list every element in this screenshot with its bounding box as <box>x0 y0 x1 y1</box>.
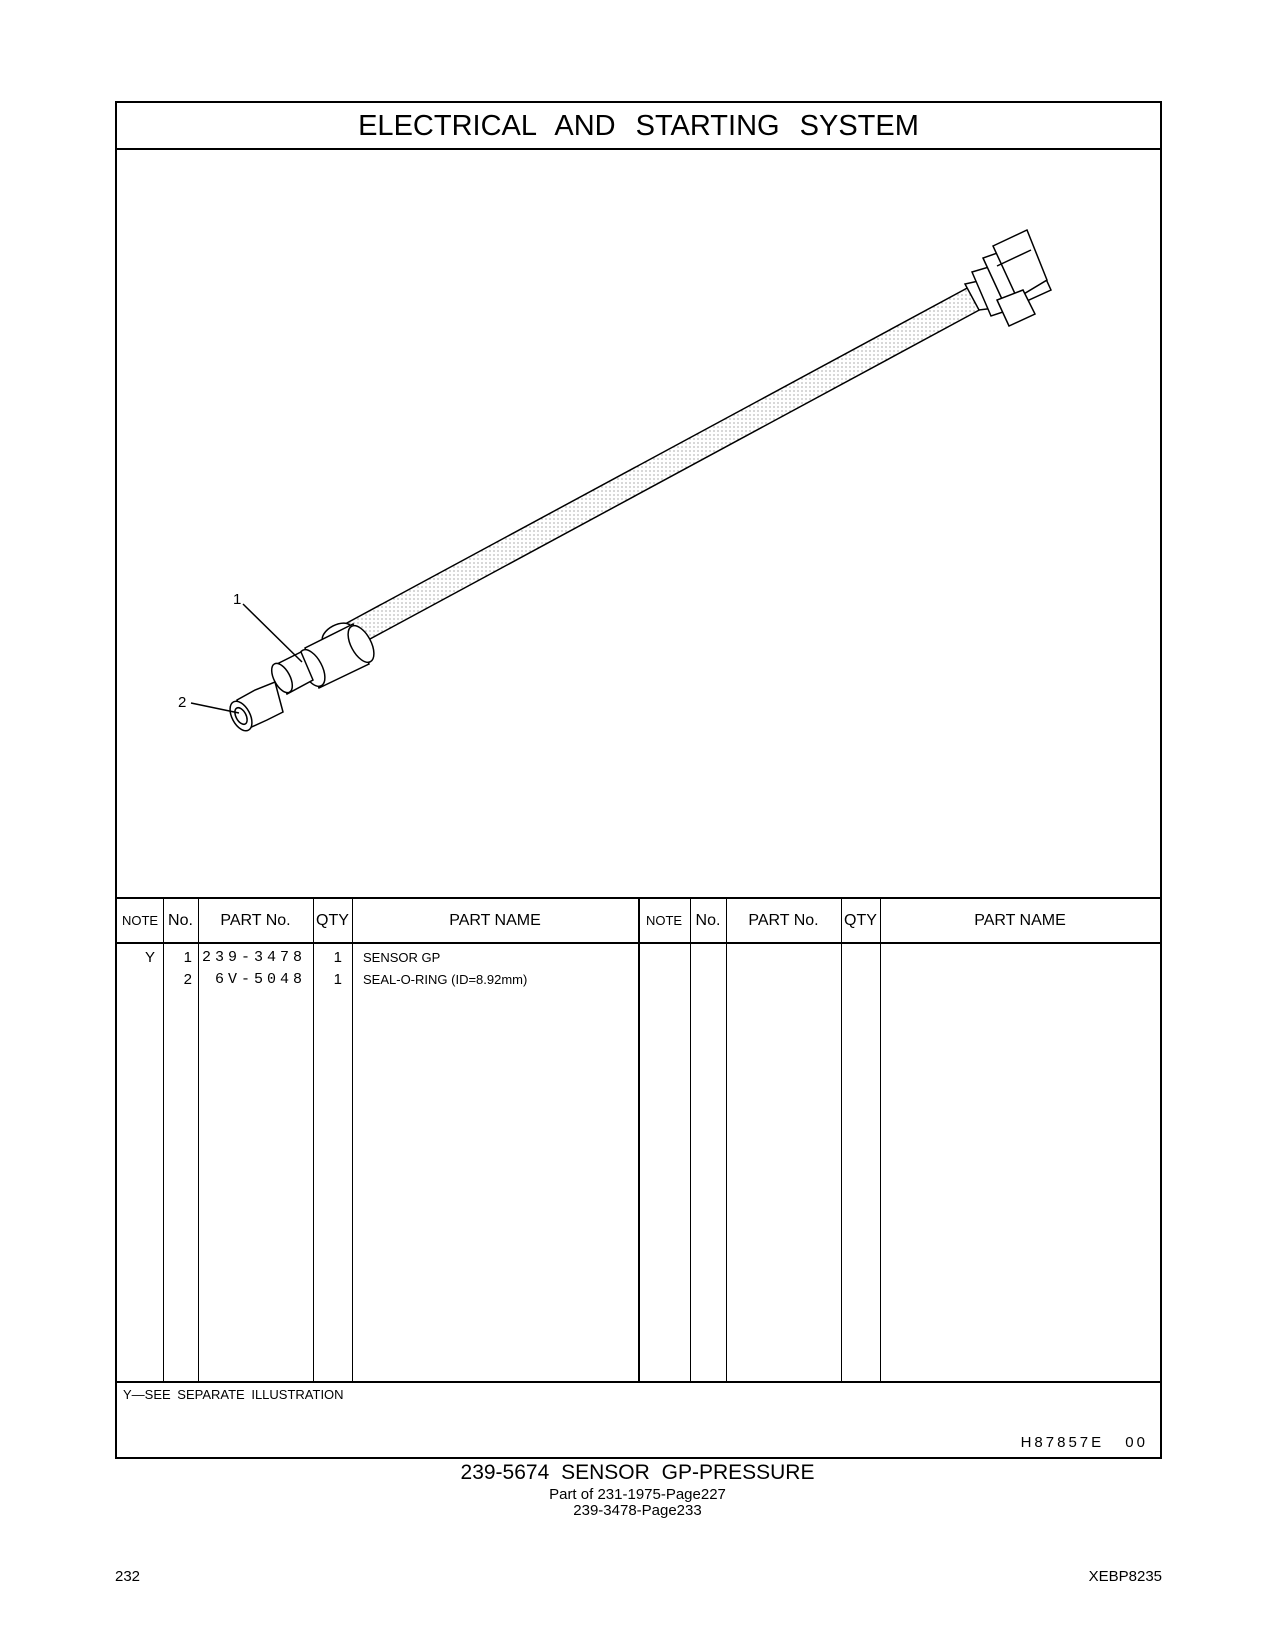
document-code: XEBP8235 <box>1088 1568 1162 1585</box>
page-number: 232 <box>115 1568 141 1585</box>
row-2-no: 2 <box>183 971 192 988</box>
header-no-right: No. <box>695 912 721 929</box>
callout-1-label: 1 <box>233 591 242 608</box>
header-note-right: NOTE <box>645 913 683 928</box>
section-title: ELECTRICAL AND STARTING SYSTEM <box>117 103 1160 150</box>
illustration-reference-code: H87857E 00 <box>1020 1434 1148 1451</box>
column-divider <box>880 899 881 1381</box>
row-1-note: Y <box>144 949 155 966</box>
table-footnote: Y—SEE SEPARATE ILLUSTRATION <box>123 1387 344 1402</box>
callout-2-label: 2 <box>178 694 187 711</box>
assembly-related-ref: 239-3478-Page233 <box>573 1502 702 1519</box>
header-part-no-right: PART No. <box>748 912 819 929</box>
column-divider <box>690 899 691 1381</box>
header-part-no: PART No. <box>220 912 291 929</box>
header-no: No. <box>168 912 193 929</box>
row-1-no: 1 <box>183 949 192 966</box>
row-1-qty: 1 <box>333 949 342 966</box>
callout-1-leader <box>243 604 302 662</box>
assembly-title: 239-5674 SENSOR GP-PRESSURE <box>460 1461 815 1484</box>
header-note: NOTE <box>121 913 159 928</box>
pressure-sensor <box>226 619 380 735</box>
parts-illustration <box>117 150 1160 897</box>
column-divider <box>638 899 640 1381</box>
row-2-part-name: SEAL-O-RING (ID=8.92mm) <box>363 972 528 987</box>
braided-hose <box>345 286 983 646</box>
row-2-note <box>117 969 155 991</box>
header-part-name: PART NAME <box>449 912 541 929</box>
parts-page-frame <box>115 101 1162 1459</box>
column-divider <box>726 899 727 1381</box>
header-qty-right: QTY <box>844 912 877 929</box>
assembly-parent-ref: Part of 231-1975-Page227 <box>549 1486 726 1503</box>
header-part-name-right: PART NAME <box>974 912 1066 929</box>
row-1-part-no: 239-3478 <box>201 949 306 966</box>
row-1-part-name: SENSOR GP <box>363 950 441 965</box>
column-divider <box>841 899 842 1381</box>
column-divider <box>352 899 353 1381</box>
row-2-part-no: 6V-5048 <box>214 971 306 988</box>
row-2-qty: 1 <box>333 971 342 988</box>
parts-table <box>117 897 1160 1383</box>
header-qty: QTY <box>316 912 349 929</box>
